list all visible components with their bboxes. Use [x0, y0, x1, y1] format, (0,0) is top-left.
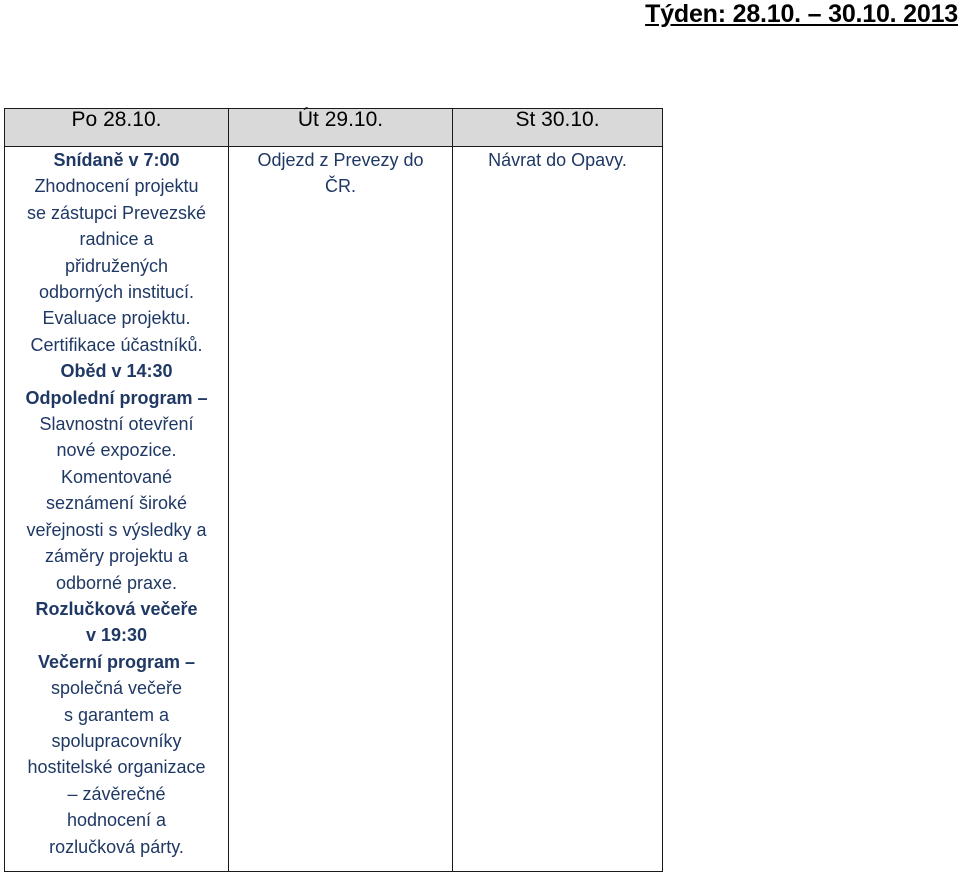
program-line: spolupracovníky	[51, 730, 182, 751]
program-line: přidružených	[64, 255, 169, 276]
program-line: v 19:30	[85, 625, 148, 646]
program-line: společná večeře	[50, 678, 183, 699]
day-header-row	[5, 109, 663, 147]
program-line: Slavnostní otevření	[39, 414, 194, 435]
week-title: Týden: 28.10. – 30.10. 2013	[645, 0, 958, 28]
schedule-table	[4, 108, 663, 872]
program-line: Večerní program –	[37, 651, 196, 672]
program-line: hodnocení a	[66, 810, 167, 831]
program-line: nové expozice.	[56, 440, 177, 461]
program-line: Návrat do Opavy.	[488, 150, 627, 170]
program-line: Komentované	[60, 466, 173, 487]
program-line: Rozlučková večeře	[35, 598, 198, 619]
program-line: Snídaně v 7:00	[53, 150, 180, 170]
program-line: s garantem a	[63, 704, 170, 725]
program-line: seznámení široké	[45, 493, 188, 514]
program-line: hostitelské organizace	[27, 757, 206, 778]
program-line: záměry projektu a	[44, 546, 189, 567]
tuesday-program-cell	[229, 147, 453, 872]
program-line: Certifikace účastníků.	[30, 334, 203, 355]
program-line: odborné praxe.	[55, 572, 178, 593]
program-line: rozlučková párty.	[49, 836, 184, 857]
program-line: se zástupci Prevezské	[26, 202, 207, 223]
program-line: odborných institucí.	[38, 282, 195, 303]
schedule-row	[5, 147, 663, 872]
program-line: – závěrečné	[67, 783, 166, 804]
wednesday-program-cell	[453, 147, 663, 872]
program-line: Odjezd z Prevezy do	[257, 150, 424, 170]
day-header-wednesday: St 30.10.	[453, 109, 663, 147]
program-line: radnice a	[79, 229, 154, 250]
program-line: Odpolední program –	[25, 387, 208, 408]
program-line: ČR.	[325, 176, 356, 197]
program-line: Evaluace projektu.	[42, 308, 191, 329]
program-line: Zhodnocení projektu	[34, 176, 199, 197]
monday-program-cell	[5, 147, 229, 872]
day-header-tuesday: Út 29.10.	[229, 109, 453, 147]
day-header-monday: Po 28.10.	[5, 109, 229, 147]
program-line: Oběd v 14:30	[60, 361, 173, 382]
program-line: veřejnosti s výsledky a	[26, 519, 207, 540]
